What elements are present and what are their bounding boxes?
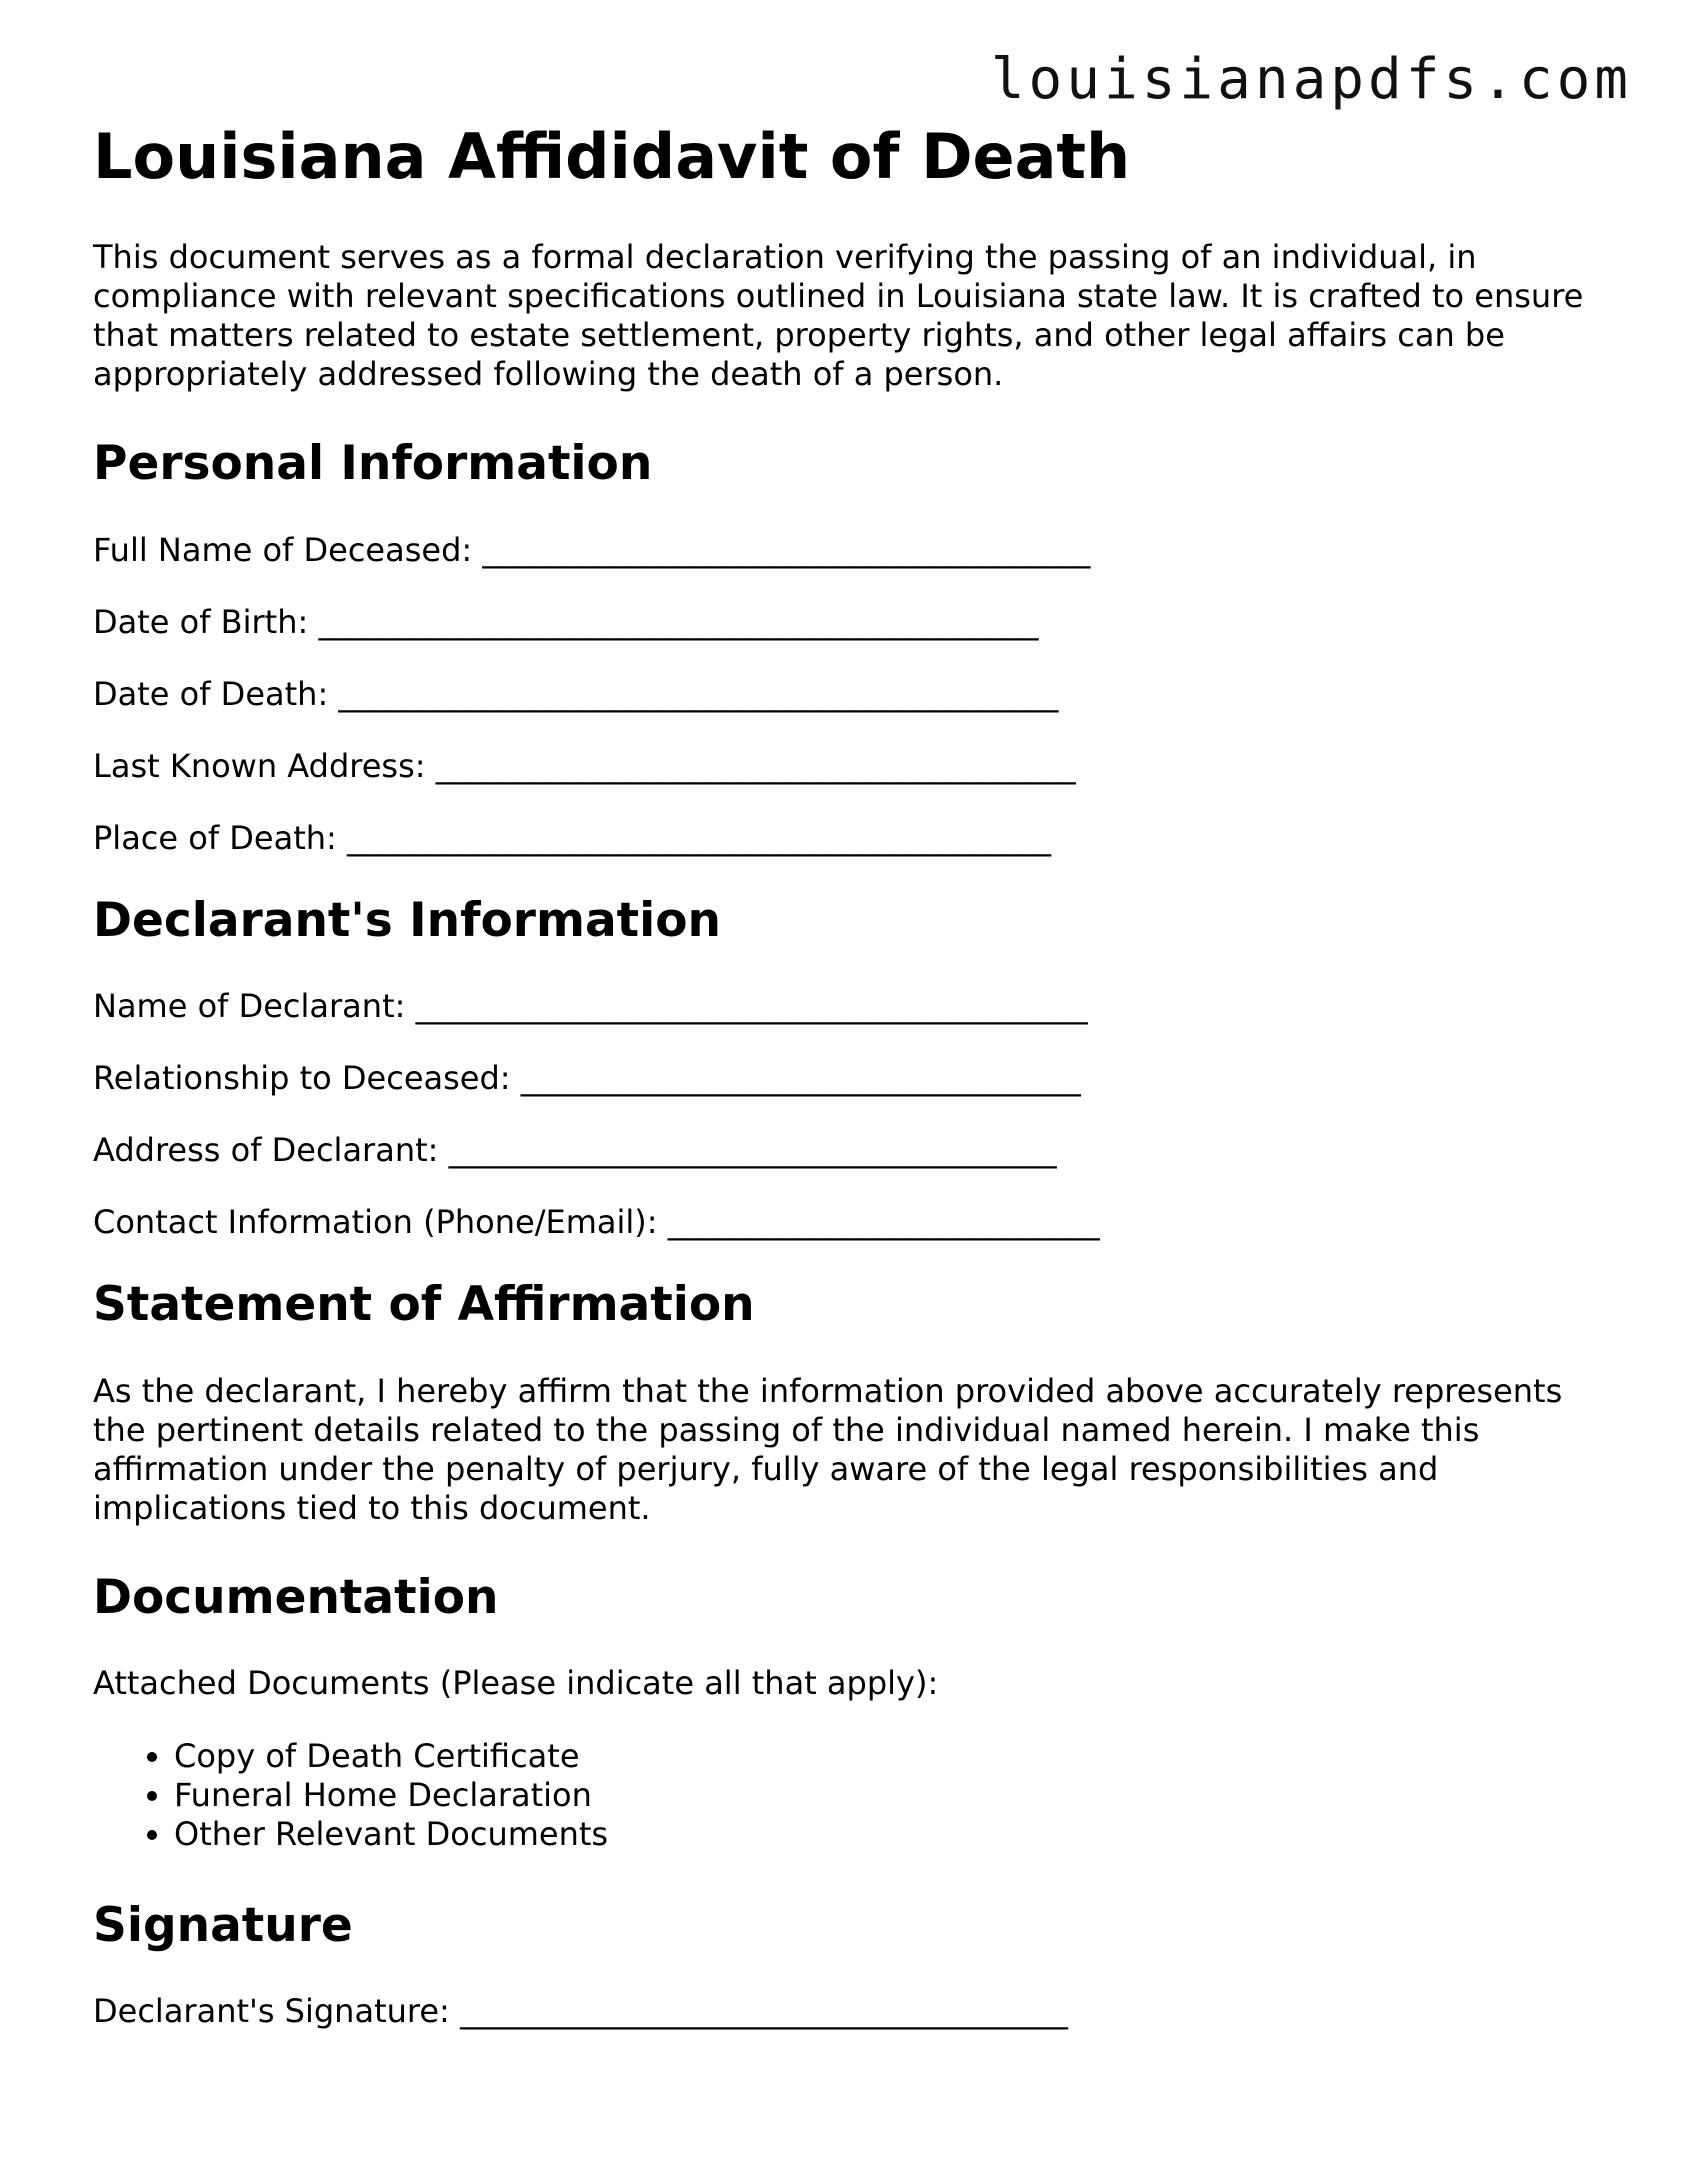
last-address-field[interactable]: Last Known Address: ________________________________________ (93, 746, 1076, 785)
relationship-field[interactable]: Relationship to Deceased: ___________________________________ (93, 1059, 1081, 1098)
intro-paragraph: This document serves as a formal declaration verifying the passing of an individual, in compliance with relevant specifications outlined in Louisiana state law. It is crafted to ensure that matters related to estate settlement, property rights, and other legal affairs can be appropriately addressed following the death of a person. (93, 238, 1584, 394)
deceased-name-field[interactable]: Full Name of Deceased: ______________________________________ (93, 530, 1091, 569)
declarant-information-heading: Declarant's Information (93, 892, 722, 948)
documentation-section (93, 1570, 1593, 1854)
list-item[interactable]: • Copy of Death Certificate (174, 1737, 1593, 1776)
affirmation-section (93, 1277, 1593, 1527)
contact-info-field[interactable]: Contact Information (Phone/Email): ___________________________ (93, 1203, 1100, 1242)
birth-date-field[interactable]: Date of Birth: _____________________________________________ (93, 602, 1039, 641)
attached-documents-note: Attached Documents (Please indicate all that apply): (93, 1663, 939, 1702)
document-body (93, 120, 1593, 2064)
declarant-name-field[interactable]: Name of Declarant: __________________________________________ (93, 987, 1088, 1026)
list-item[interactable]: • Other Relevant Documents (174, 1815, 1593, 1854)
personal-information-heading: Personal Information (93, 436, 653, 492)
signature-field[interactable]: Declarant's Signature: ______________________________________ (93, 1992, 1068, 2031)
declarant-address-field[interactable]: Address of Declarant: ______________________________________ (93, 1131, 1057, 1170)
affirmation-heading: Statement of Affirmation (93, 1277, 755, 1333)
document-title: Louisiana Affididavit of Death (93, 120, 1131, 193)
documentation-heading: Documentation (93, 1569, 499, 1625)
signature-section (93, 1898, 1593, 2031)
site-watermark: louisianapdfs.com (990, 47, 1632, 112)
death-date-field[interactable]: Date of Death: _____________________________________________ (93, 674, 1059, 713)
signature-heading: Signature (93, 1897, 353, 1953)
personal-information-section (93, 436, 1593, 857)
death-place-field[interactable]: Place of Death: ____________________________________________ (93, 818, 1051, 857)
affirmation-paragraph: As the declarant, I hereby affirm that the information provided above accurately represents the pertinent details related to the passing of the individual named herein. I make this affirmation under the penalty of perjury, fully aware of the legal responsibilities and implications tied to this document. (93, 1371, 1563, 1527)
declarant-information-section (93, 893, 1593, 1242)
list-item[interactable]: • Funeral Home Declaration (174, 1776, 1593, 1815)
attached-documents-list (93, 1737, 1593, 1854)
